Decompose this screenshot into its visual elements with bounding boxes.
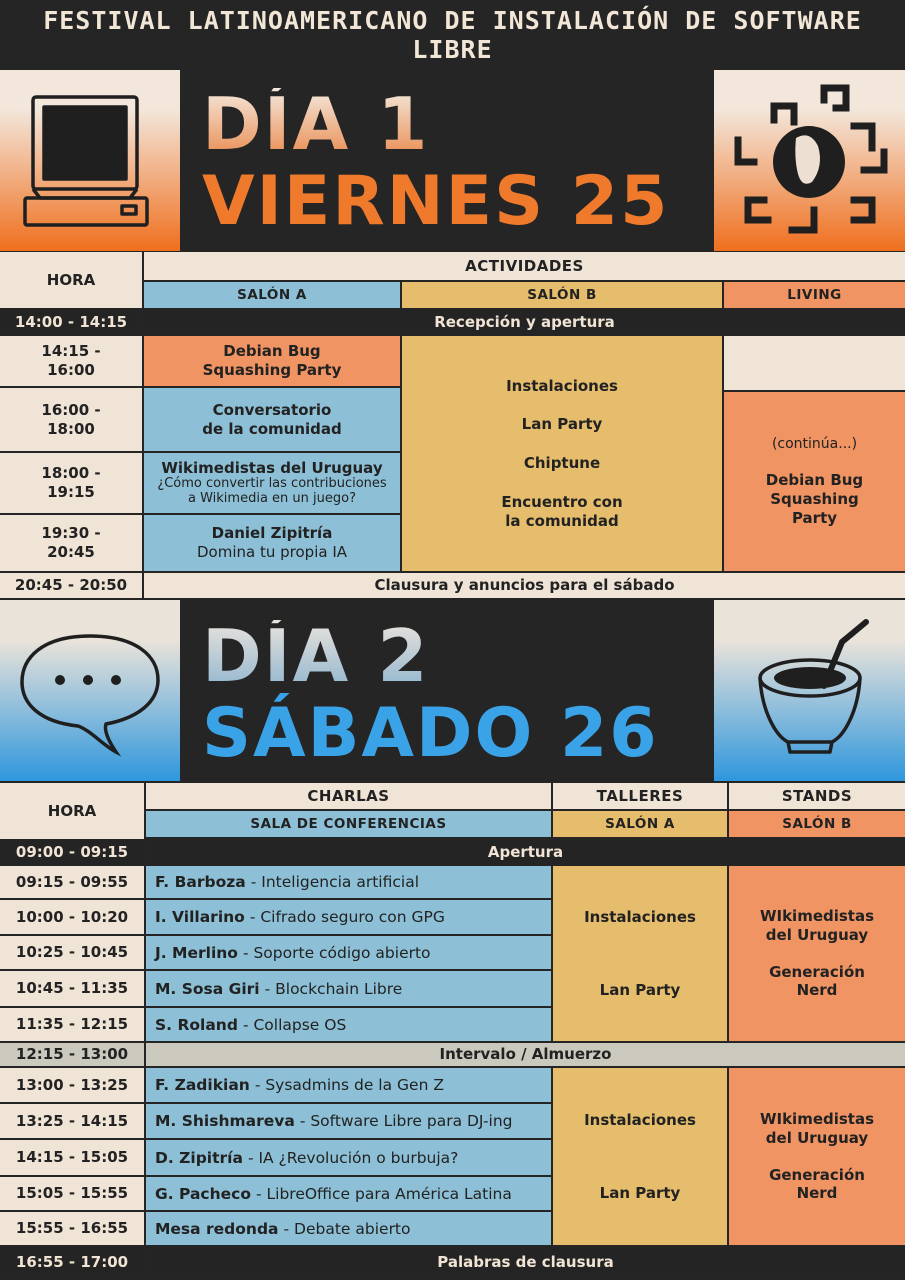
day1-reception-time: 14:00 - 14:15 (0, 310, 142, 334)
day2-afternoon-time-3: 14:15 - 15:05 (0, 1140, 144, 1175)
day2-afternoon-time-1: 13:00 - 13:25 (0, 1068, 144, 1102)
salon-b-item: Instalaciones (506, 376, 618, 395)
day1-time-4: 19:30 - 20:45 (0, 515, 142, 571)
stand-item: WIkimedistas del Uruguay (759, 907, 875, 944)
talk-topic: - Blockchain Libre (264, 979, 403, 998)
day2-afternoon-time-5: 15:55 - 16:55 (0, 1212, 144, 1245)
talk-topic: - Inteligencia artificial (250, 873, 419, 891)
day1-actividades-header: ACTIVIDADES (144, 252, 905, 280)
day1-salon-a-item-3 (144, 453, 400, 513)
day2-charlas-header: CHARLAS (146, 783, 551, 809)
item-line: Debian Bug (223, 342, 321, 361)
living-item: Debian Bug Squashing Party (765, 471, 864, 527)
talk-speaker: G. Pacheco (155, 1184, 251, 1203)
day2-morning-stands (729, 866, 905, 1041)
day2-opening-label: Apertura (146, 840, 905, 864)
salon-b-item: Lan Party (521, 415, 603, 434)
living-continua: (continúa...) (771, 435, 858, 452)
day2-morning-talk-5 (146, 1008, 551, 1041)
talk-speaker: I. Villarino (155, 908, 245, 926)
day2-talleres-header: TALLERES (553, 783, 727, 809)
stand-item: WIkimedistas del Uruguay (759, 1110, 875, 1147)
day1-time-3: 18:00 - 19:15 (0, 453, 142, 513)
talk-topic: - Sysadmins de la Gen Z (254, 1076, 444, 1094)
computer-icon (0, 70, 180, 251)
day1-reception-label: Recepción y apertura (144, 310, 905, 334)
festival-title: FESTIVAL LATINOAMERICANO DE INSTALACIÓN DE SOFTWARE LIBRE (43, 6, 862, 64)
day2-stands-header: STANDS (729, 783, 905, 809)
day1-salon-a-item-4 (144, 515, 400, 571)
day2-closing-time: 16:55 - 17:00 (0, 1247, 144, 1277)
day2-afternoon-talk-5 (146, 1212, 551, 1245)
talk-topic: - Soporte código abierto (242, 943, 431, 962)
mate-icon-panel (714, 600, 905, 781)
day2-morning-talk-3 (146, 936, 551, 969)
salon-b-item: Encuentro con la comunidad (501, 492, 623, 530)
day1-salon-a-header: SALÓN A (144, 282, 400, 308)
day2-break-time: 12:15 - 13:00 (0, 1043, 144, 1066)
item-line: Wikimedistas del Uruguay (161, 458, 383, 477)
item-line: Daniel Zipitría (211, 524, 333, 543)
day2-morning-talk-2 (146, 900, 551, 934)
talk-speaker: S. Roland (155, 1015, 238, 1034)
stand-item: Generación Nerd (769, 1165, 865, 1203)
day1-living-empty (724, 336, 905, 390)
day2-date: SÁBADO 26 (202, 694, 659, 773)
taller-item: Instalaciones (584, 1110, 696, 1129)
day2-morning-time-4: 10:45 - 11:35 (0, 971, 144, 1006)
day2-title-block (180, 600, 714, 781)
day1-salon-b-block (402, 336, 722, 571)
day1-closing-label: Clausura y anuncios para el sábado (144, 573, 905, 598)
day1-time-1: 14:15 - 16:00 (0, 336, 142, 386)
talk-speaker: F. Zadikian (155, 1076, 250, 1094)
day2-afternoon-talk-3 (146, 1140, 551, 1175)
day1-closing-time: 20:45 - 20:50 (0, 573, 142, 598)
item-line: ¿Cómo convertir las contribuciones (157, 476, 387, 492)
day2-label: DÍA 2 (202, 614, 430, 698)
stand-item: Generación Nerd (769, 962, 865, 1000)
day2-sala-header: SALA DE CONFERENCIAS (146, 811, 551, 837)
taller-item: Lan Party (599, 980, 681, 999)
talk-speaker: M. Sosa Giri (155, 979, 260, 998)
day2-morning-time-5: 11:35 - 12:15 (0, 1008, 144, 1041)
talk-speaker: D. Zipitría (155, 1148, 243, 1167)
talk-speaker: Mesa redonda (155, 1219, 279, 1238)
computer-icon-panel (0, 70, 180, 251)
taller-item: Instalaciones (584, 907, 696, 926)
day2-afternoon-talleres (553, 1068, 727, 1245)
day2-hora-header: HORA (0, 783, 144, 839)
item-line: Conversatorio (212, 400, 332, 419)
day2-afternoon-stands (729, 1068, 905, 1245)
mate-cup-icon (714, 600, 905, 781)
day2-salon-a-header: SALÓN A (553, 811, 727, 837)
item-line: Domina tu propia IA (197, 543, 347, 561)
day2-afternoon-talk-2 (146, 1104, 551, 1138)
day1-living-block (724, 392, 905, 571)
salon-b-item: Chiptune (523, 454, 601, 473)
day2-morning-talk-1 (146, 866, 551, 898)
talk-topic: - Software Libre para DJ-ing (299, 1112, 513, 1130)
day2-break-label: Intervalo / Almuerzo (146, 1043, 905, 1066)
day2-closing-label: Palabras de clausura (146, 1247, 905, 1277)
day2-morning-time-1: 09:15 - 09:55 (0, 866, 144, 898)
talk-speaker: J. Merlino (155, 943, 238, 962)
day1-hora-header: HORA (0, 252, 142, 308)
day2-salon-b-header: SALÓN B (729, 811, 905, 837)
day2-afternoon-time-4: 15:05 - 15:55 (0, 1177, 144, 1210)
day2-morning-talk-4 (146, 971, 551, 1006)
talk-topic: - Debate abierto (283, 1219, 411, 1238)
day2-afternoon-talk-4 (146, 1177, 551, 1210)
talk-speaker: F. Barboza (155, 873, 246, 891)
globe-icon-panel (714, 70, 905, 251)
day1-salon-b-header: SALÓN B (402, 282, 722, 308)
day1-date: VIERNES 25 (202, 162, 670, 241)
talk-topic: - Cifrado seguro con GPG (249, 908, 445, 926)
talk-topic: - IA ¿Revolución o burbuja? (247, 1148, 459, 1167)
day1-salon-a-item-2 (144, 388, 400, 451)
chat-icon-panel (0, 600, 180, 781)
talk-speaker: M. Shishmareva (155, 1112, 295, 1130)
day1-living-header: LIVING (724, 282, 905, 308)
item-line: de la comunidad (202, 419, 342, 438)
chat-bubble-icon (0, 600, 180, 781)
item-line: a Wikimedia en un juego? (188, 491, 356, 507)
day1-label: DÍA 1 (202, 82, 430, 166)
day1-time-2: 16:00 - 18:00 (0, 388, 142, 451)
day1-title-block (180, 70, 714, 251)
day2-morning-talleres (553, 866, 727, 1041)
talk-topic: - LibreOffice para América Latina (255, 1184, 512, 1203)
day2-morning-time-3: 10:25 - 10:45 (0, 936, 144, 969)
taller-item: Lan Party (599, 1183, 681, 1202)
day2-afternoon-talk-1 (146, 1068, 551, 1102)
day1-salon-a-item-1 (144, 336, 400, 386)
day2-morning-time-2: 10:00 - 10:20 (0, 900, 144, 934)
item-line: Squashing Party (202, 361, 342, 379)
talk-topic: - Collapse OS (242, 1015, 347, 1034)
day2-afternoon-time-2: 13:25 - 14:15 (0, 1104, 144, 1138)
day2-opening-time: 09:00 - 09:15 (0, 840, 144, 864)
globe-sun-icon (714, 70, 905, 251)
